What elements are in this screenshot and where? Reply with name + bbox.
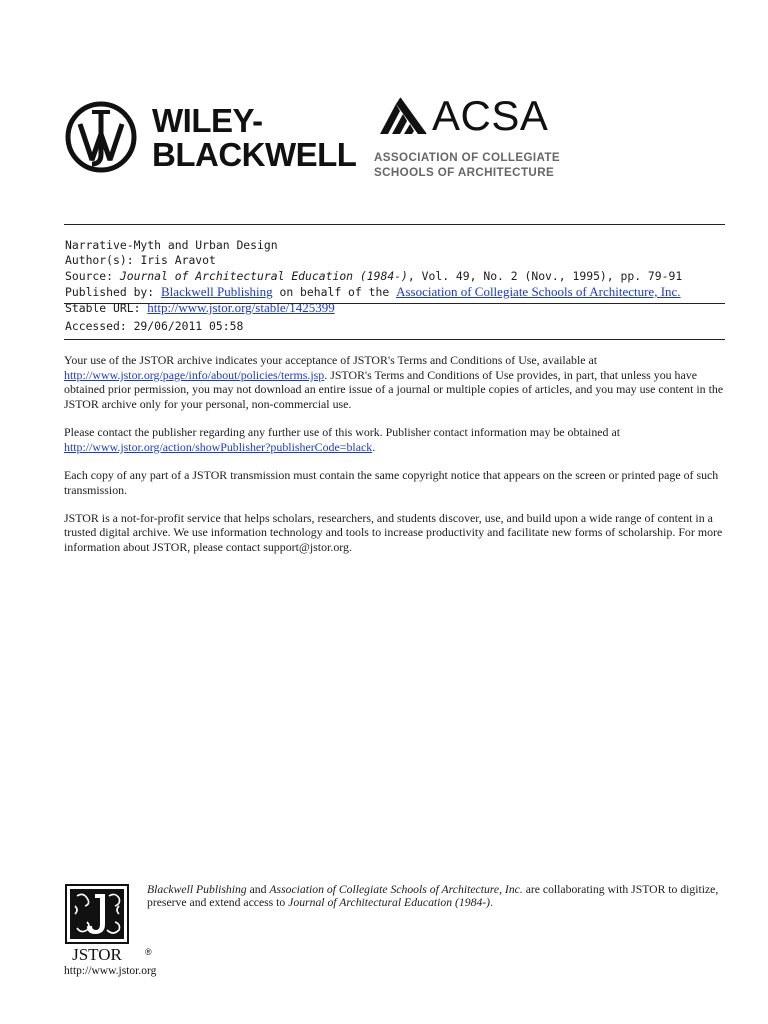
terms-link[interactable]: http://www.jstor.org/page/info/about/policies/terms.jsp [64,367,325,382]
stable-url-label: Stable URL: [65,301,148,316]
middle-divider [64,339,725,340]
terms-block [64,353,728,568]
citation-block [65,238,735,335]
accessed-label: Accessed: [65,319,134,334]
author-line [65,253,735,268]
footer-collab-text: are collaborating with JSTOR to digitize, preserve and extend access to [147,883,719,909]
acsa-logo-subtitle-1: ASSOCIATION OF COLLEGIATE [374,151,561,164]
wiley-blackwell-logo [64,96,364,178]
wiley-logo-line1: WILEY- [152,102,263,139]
jstor-logo-word: JSTOR [72,945,122,962]
author-name: Iris Aravot [140,253,216,268]
accessed-date: 29/06/2011 05:58 [133,319,244,334]
footer-publisher: Blackwell Publishing [147,883,247,896]
top-divider [64,224,725,225]
terms-p1-text-a: Your use of the JSTOR archive indicates your acceptance of JSTOR's Terms and Conditions of Use, available at [64,353,598,367]
source-label: Source: [65,268,120,283]
acsa-triangle-icon [378,94,428,138]
on-behalf-text: on behalf of the [272,284,397,299]
collaboration-statement [147,884,737,909]
association-link[interactable]: Association of Collegiate Schools of Architecture, Inc. [396,283,681,299]
published-label: Published by: [65,284,162,299]
source-details: , Vol. 49, No. 2 (Nov., 1995), pp. 79-91 [407,268,683,283]
article-title: Narrative-Myth and Urban Design [65,238,278,252]
footer-association: Association of Collegiate Schools of Architecture, Inc. [269,883,523,896]
jstor-url[interactable]: http://www.jstor.org [64,965,157,977]
terms-paragraph-4: JSTOR is a not-for-profit service that helps scholars, researchers, and students discover, use, and build upon a wide range of content in a trusted digital archive. We use information technology and tools to increase productivity and facilitate new forms of scholarship. For more information about JSTOR, please contact support@jstor.org. [64,510,723,554]
terms-p2-text-b: . [372,439,376,454]
publisher-contact-link[interactable]: http://www.jstor.org/action/showPublisher?publisherCode=black [64,439,373,454]
terms-paragraph-1 [64,353,728,412]
terms-p1-text-b: . JSTOR's Terms and Conditions of Use provides, in part, that unless you have obtained prior permission, you may not download an entire issue of a journal or multiple copies of articles, and you may use content in the JSTOR archive only for your personal, non-commercial use. [64,367,724,412]
footer-journal: Journal of Architectural Education (1984-) [288,895,491,909]
footer-and: and [246,883,270,896]
terms-p2-text-a: Please contact the publisher regarding any further use of this work. Publisher contact information may be obtained at [64,425,621,440]
stable-url-link[interactable]: http://www.jstor.org/stable/1425399 [147,300,335,316]
wiley-monogram-icon [64,96,142,178]
journal-name: Journal of Architectural Education (1984-) [119,268,408,283]
accessed-line [65,319,735,334]
author-label: Author(s): [65,253,141,268]
url-underline [64,303,725,304]
acsa-logo-subtitle-2: SCHOOLS OF ARCHITECTURE [374,166,555,179]
acsa-logo-name: ACSA [432,92,549,139]
published-line [65,284,735,300]
acsa-logo [376,90,576,182]
publisher-link[interactable]: Blackwell Publishing [161,283,273,299]
wiley-logo-line2: BLACKWELL [152,136,357,173]
terms-paragraph-3: Each copy of any part of a JSTOR transmission must contain the same copyright notice that appears on the screen or printed page of such transmission. [64,467,719,497]
jstor-logo [65,884,145,962]
jstor-emblem-icon [65,884,145,962]
registered-mark: ® [145,947,152,957]
source-line [65,269,735,284]
terms-paragraph-2 [64,425,728,454]
footer-end: . [490,895,493,909]
